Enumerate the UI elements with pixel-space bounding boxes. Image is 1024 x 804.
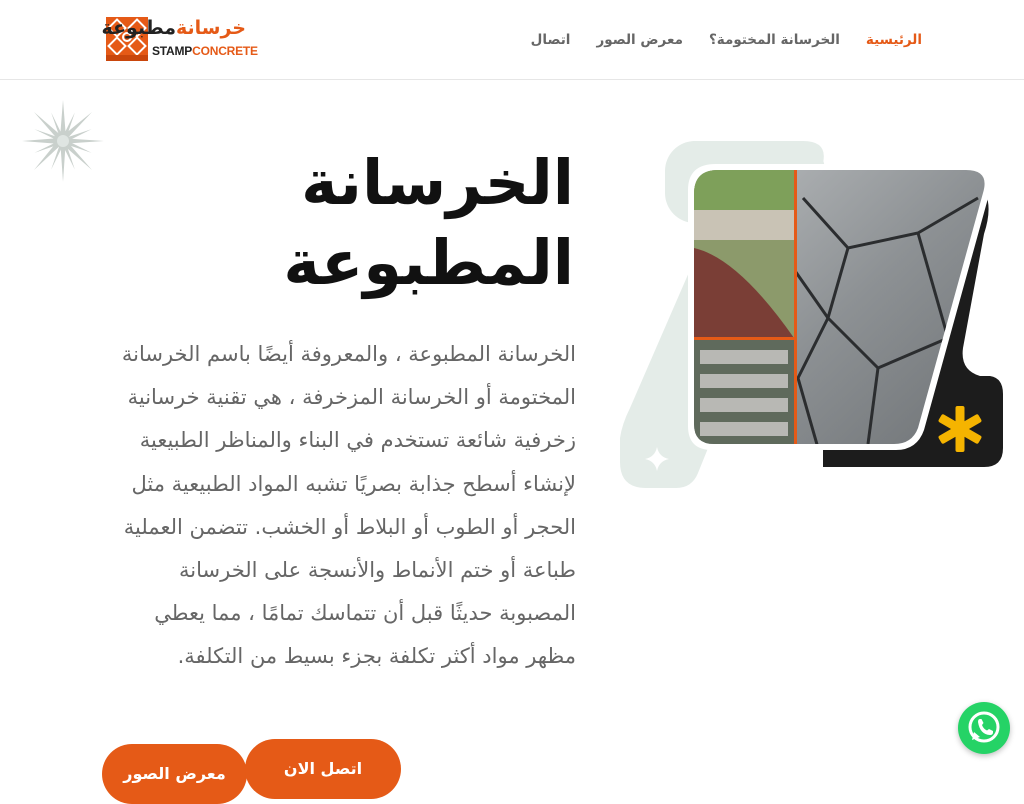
whatsapp-icon bbox=[958, 702, 1010, 754]
nav-item-gallery[interactable]: معرض الصور bbox=[596, 32, 683, 48]
logo-english-part1: STAMP bbox=[152, 44, 193, 58]
hero-description: الخرسانة المطبوعة ، والمعروفة أيضًا باسم الخرسانة المختومة أو الخرسانة المزخرفة ، هي تقنية خرسانية زخرفية شائعة تستخدم في البناء والمناظر الطبيعية لإنشاء أسطح جذابة بصريًا تشبه المواد الطبيعية مثل الحجر أو الطوب أو البلاط أو الخشب. تتضمن العملية طباعة أو ختم الأنماط والأنسجة على الخرسانة المصبوبة حديثًا قبل أن تتماسك تمامًا ، مما يعطي مظهر مواد أكثر تكلفة بجزء بسيط من التكلفة. bbox=[121, 342, 576, 669]
logo-english-part2: CONCRETE bbox=[192, 44, 258, 58]
hero-image-collage bbox=[618, 138, 1010, 494]
hero-title bbox=[154, 143, 574, 303]
main-nav bbox=[531, 31, 922, 51]
hero-title-line2: المطبوعة bbox=[283, 226, 574, 299]
logo-english-text bbox=[152, 44, 258, 58]
site-logo[interactable] bbox=[101, 17, 258, 63]
logo-arabic-text bbox=[101, 15, 246, 41]
whatsapp-button[interactable] bbox=[958, 702, 1010, 754]
nav-item-home[interactable]: الرئيسية bbox=[865, 32, 922, 48]
nav-item-contact[interactable]: اتصال bbox=[530, 32, 571, 48]
contact-now-button[interactable]: اتصل الان bbox=[245, 739, 401, 799]
gallery-button[interactable]: معرض الصور bbox=[102, 744, 247, 804]
logo-arabic-part1: خرسانة bbox=[176, 17, 246, 39]
logo-arabic-part2: مطبوعة bbox=[101, 17, 176, 39]
site-header bbox=[0, 0, 1024, 80]
nav-item-stamped-concrete[interactable]: الخرسانة المختومة؟ bbox=[708, 32, 840, 48]
sparkle-icon bbox=[22, 100, 104, 182]
hero-title-line1: الخرسانة bbox=[301, 146, 574, 219]
